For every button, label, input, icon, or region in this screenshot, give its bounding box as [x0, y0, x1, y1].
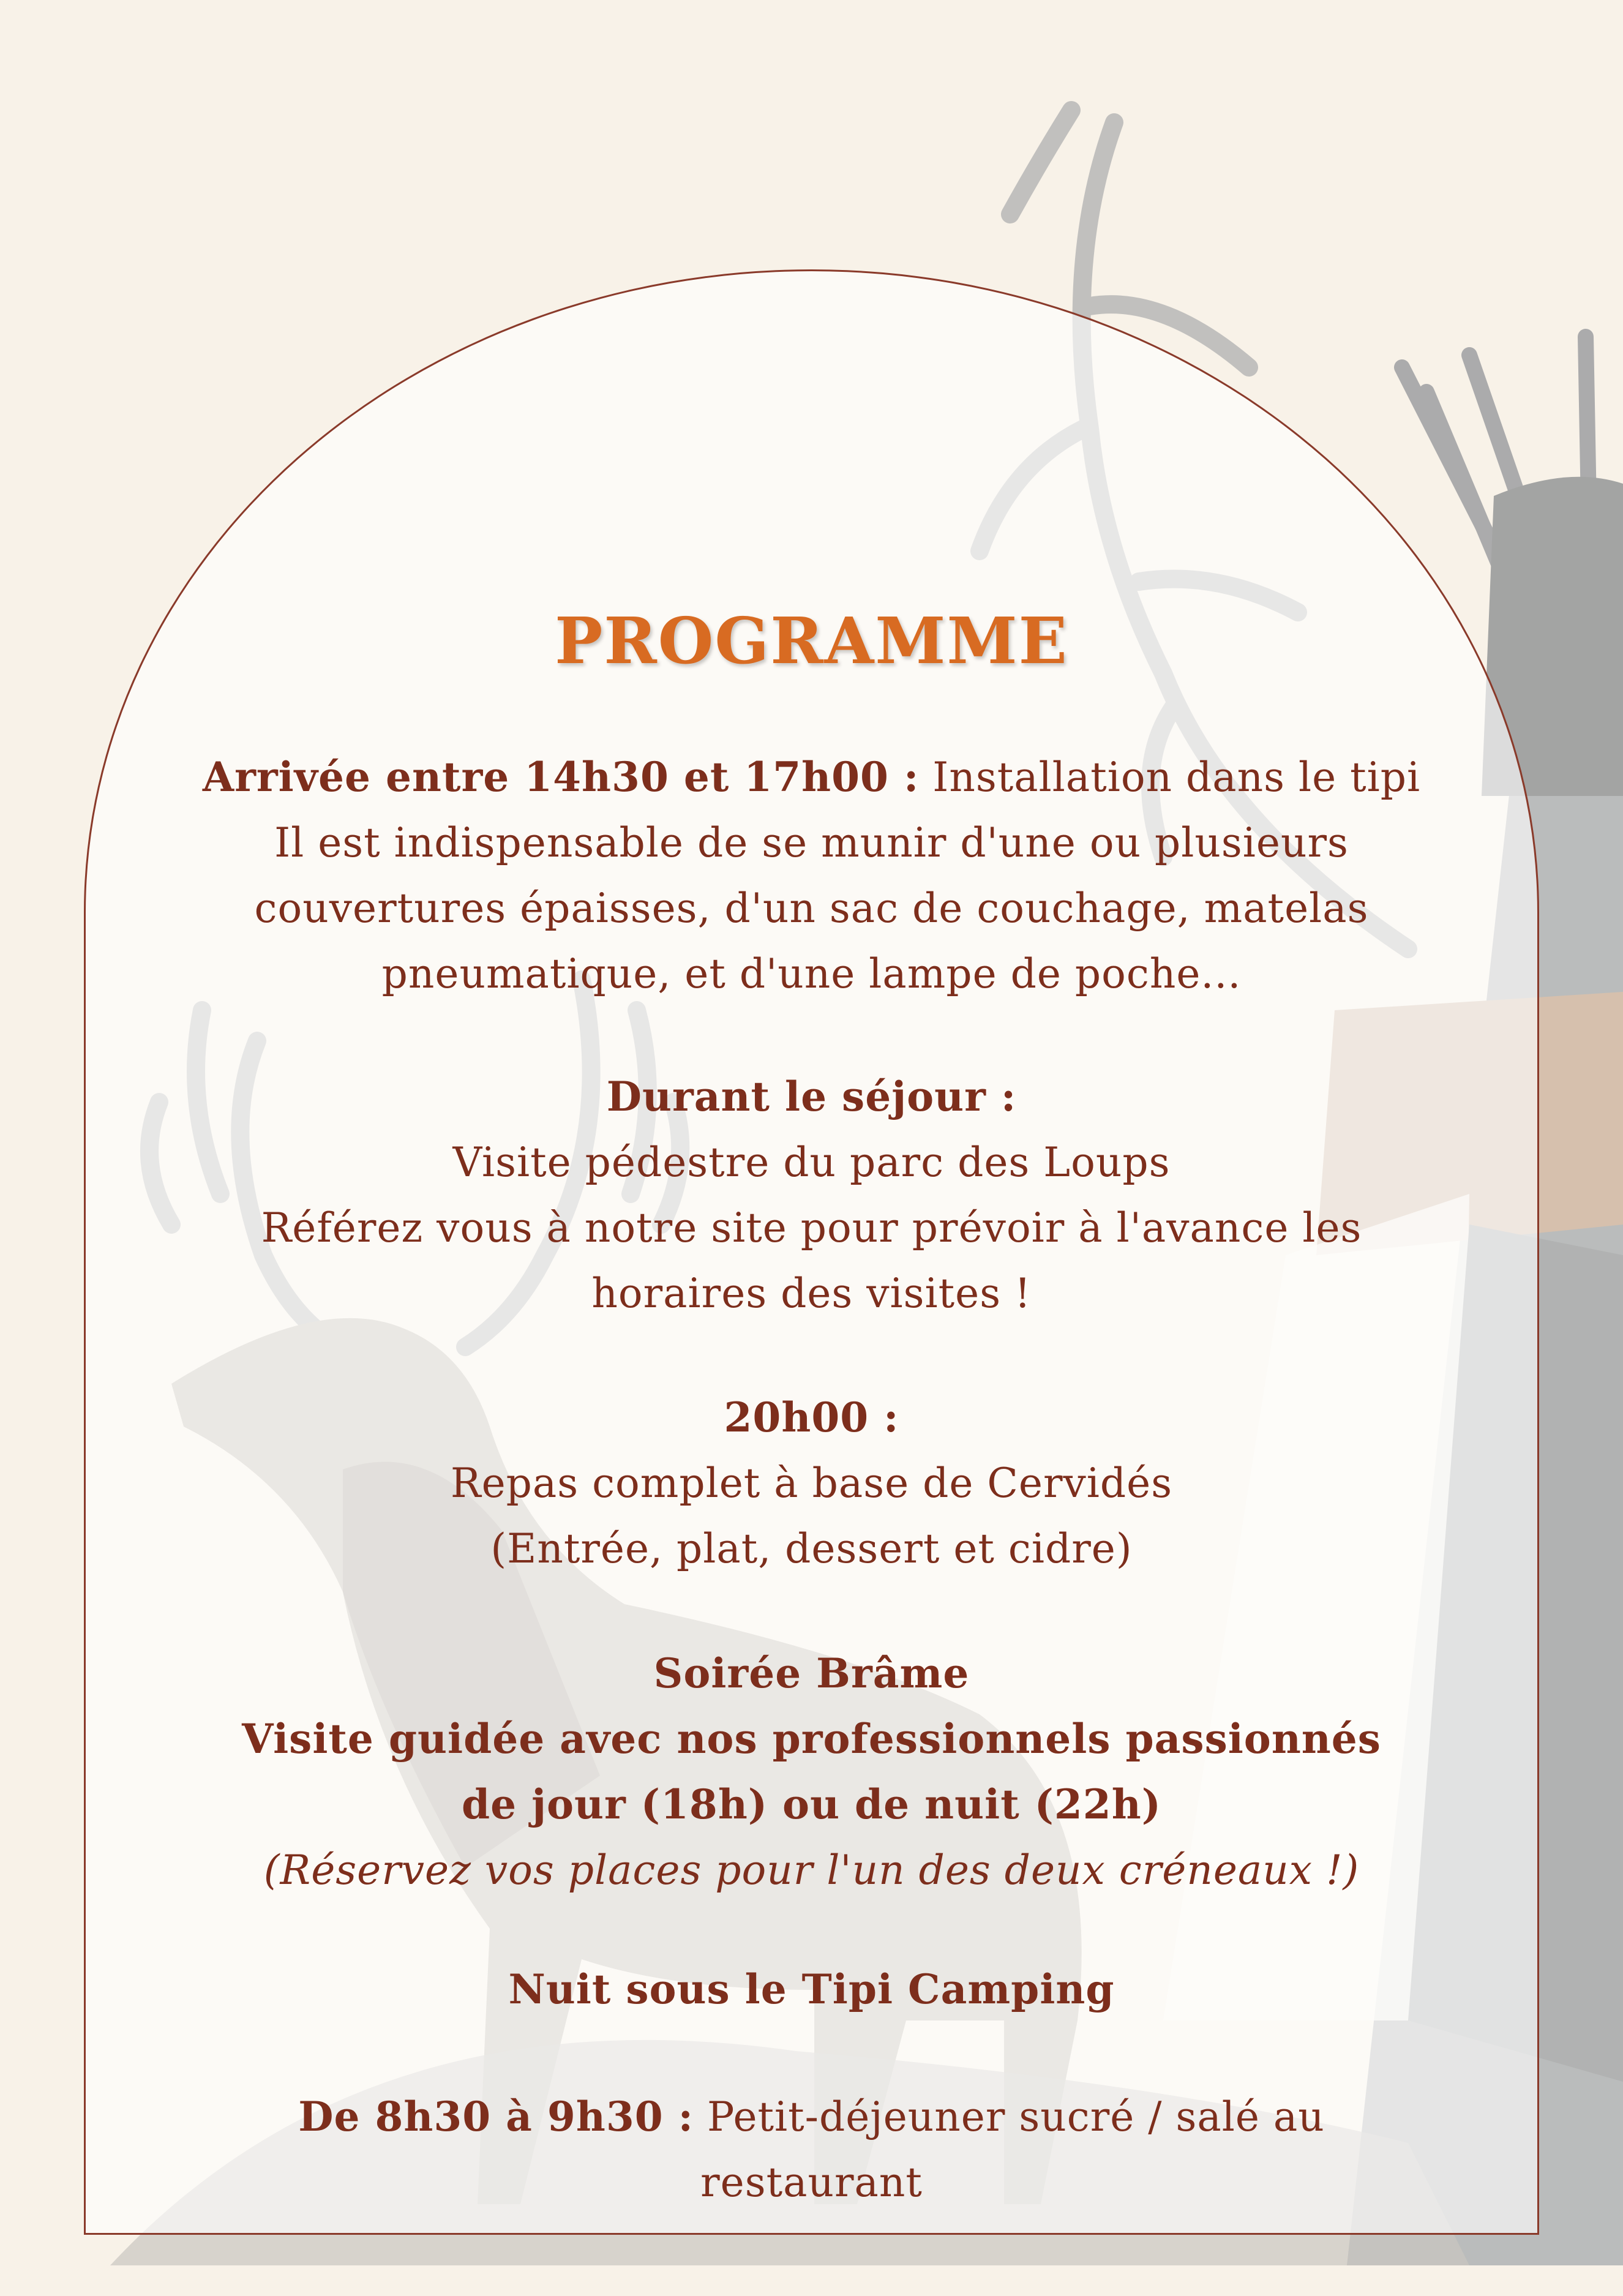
evening-line-2: de jour (18h) ou de nuit (22h) [462, 1780, 1161, 1828]
night-heading: Nuit sous le Tipi Camping [508, 1965, 1115, 2013]
page-title: PROGRAMME [555, 603, 1068, 678]
during-line-1: Visite pédestre du parc des Loups [452, 1139, 1171, 1186]
breakfast-line-1 [141, 2084, 1482, 2150]
during-heading: Durant le séjour : [606, 1073, 1017, 1120]
evening-line-3: (Réservez vos places pour l'un des deux créneaux !) [263, 1847, 1360, 1894]
evening-section [141, 1641, 1482, 1903]
arrival-line-2: Il est indispensable de se munir d'une ou plusieurs [274, 819, 1349, 866]
arrival-text: Installation dans le tipi [919, 754, 1421, 801]
dinner-heading: 20h00 : [724, 1394, 899, 1441]
arrival-line-3: couvertures épaisses, d'un sac de couchage, matelas [254, 885, 1369, 932]
breakfast-section [141, 2084, 1482, 2215]
arrival-line-1 [141, 745, 1482, 810]
during-line-3: horaires des visites ! [591, 1270, 1032, 1317]
dinner-section [141, 1385, 1482, 1581]
during-section [141, 1064, 1482, 1326]
arrival-line-4: pneumatique, et d'une lampe de poche... [381, 950, 1242, 997]
arrival-heading: Arrivée entre 14h30 et 17h00 : [202, 753, 920, 801]
breakfast-text: Petit-déjeuner sucré / salé au [694, 2093, 1325, 2140]
evening-heading: Soirée Brâme [653, 1649, 970, 1697]
during-line-2: Référez vous à notre site pour prévoir à l'avance les [261, 1204, 1362, 1251]
evening-line-1: Visite guidée avec nos professionnels passionnés [242, 1715, 1381, 1763]
breakfast-line-2: restaurant [700, 2159, 923, 2206]
night-section [141, 1957, 1482, 2022]
dinner-line-2: (Entrée, plat, dessert et cidre) [490, 1525, 1133, 1572]
arrival-section [141, 745, 1482, 1007]
breakfast-heading: De 8h30 à 9h30 : [298, 2093, 694, 2140]
dinner-line-1: Repas complet à base de Cervidés [450, 1460, 1173, 1507]
